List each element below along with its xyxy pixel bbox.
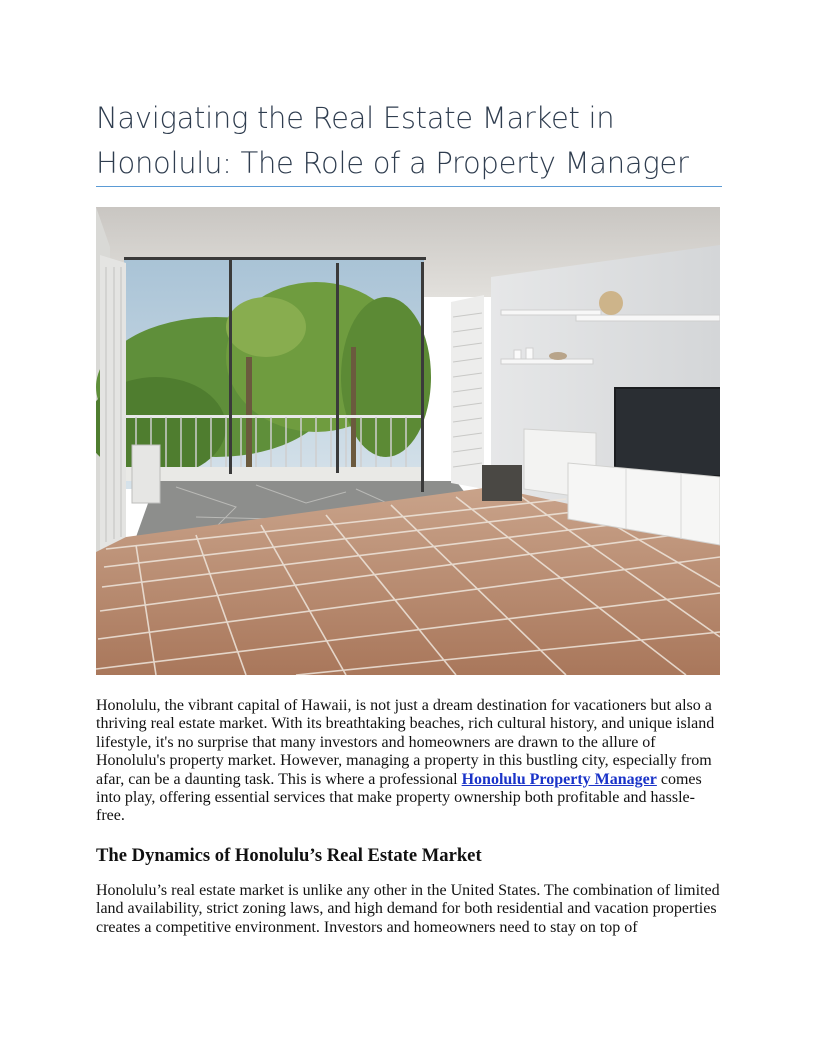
honolulu-property-manager-link[interactable]: Honolulu Property Manager [461, 770, 657, 788]
title-line-1: Navigating the Real Estate Market in [96, 101, 615, 135]
apartment-interior-photo [96, 207, 720, 675]
section-heading-market-dynamics: The Dynamics of Honolulu’s Real Estate Market [96, 845, 482, 866]
intro-text-start: Honolulu, the vibrant capital of Hawaii, is not just a dream destination for vacationers but also a thriving real estate market. With its breathtaking beaches, rich cultural history, and unique island lifestyle, it's no surprise that many investors and homeowners are drawn to the allure of Honolulu's property market. However, managing a property in this bustling city, especially from afar, can be a daunting task. This is where a professional [96, 697, 715, 788]
intro-text-end: comes into play, offering essential services that make property ownership both profitable and hassle-free. [96, 770, 702, 825]
market-dynamics-paragraph: Honolulu’s real estate market is unlike any other in the United States. The combination of limited land availability, strict zoning laws, and high demand for both residential and vacation properties creates a competitive environment. Investors and homeowners need to stay on top of [96, 882, 720, 936]
article-title [96, 96, 722, 186]
intro-paragraph [96, 697, 722, 826]
title-underline-rule [96, 186, 722, 187]
title-line-2: Honolulu: The Role of a Property Manager [96, 146, 689, 180]
